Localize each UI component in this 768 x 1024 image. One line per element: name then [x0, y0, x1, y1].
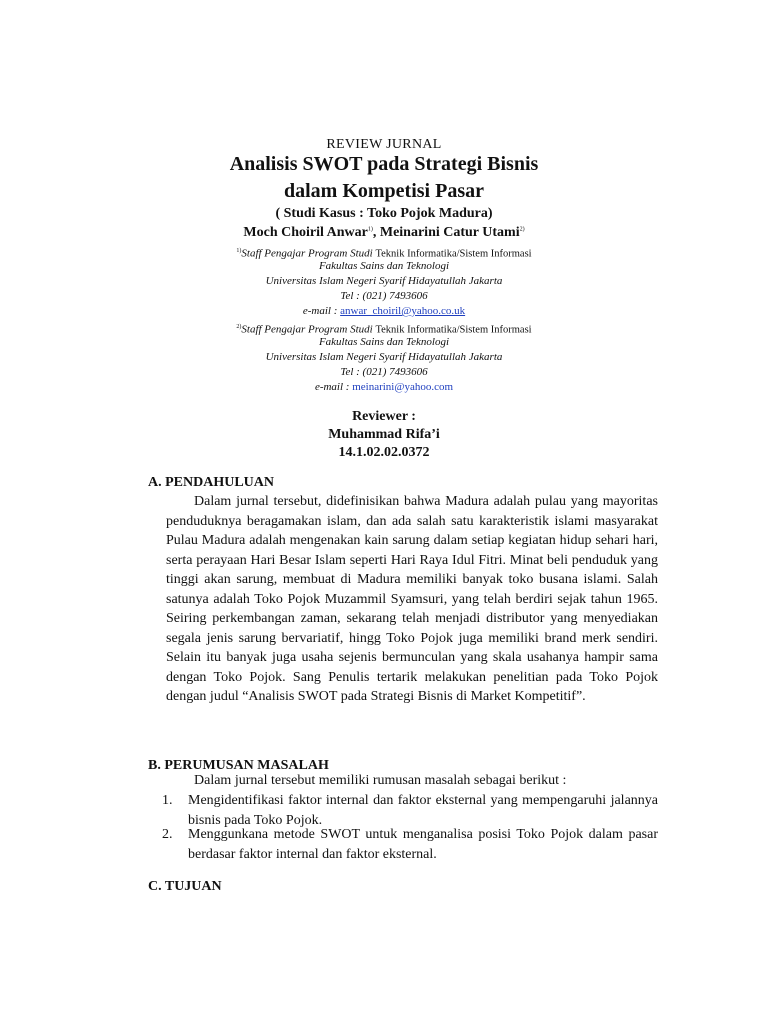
affiliation-1-university-text: Universitas Islam Negeri Syarif Hidayatullah Jakarta [265, 275, 503, 287]
author-1-name: Moch Choiril Anwar [243, 225, 368, 240]
affiliation-1-tel-text: Tel : (021) 7493606 [340, 290, 428, 302]
section-b-heading: B. PERUMUSAN MASALAH [148, 758, 329, 773]
document-title-line2: dalam Kompetisi Pasar [284, 180, 484, 202]
list-item-text: Menggunkana metode SWOT untuk menganalisa posisi Toko Pojok dalam pasar berdasar faktor internal dan faktor eksternal. [188, 827, 658, 862]
affiliation-1-program: Teknik Informatika/Sistem Informasi [375, 248, 532, 260]
affiliation-2-email-line [0, 380, 768, 395]
affiliation-1-university [0, 274, 768, 289]
affiliation-2-tel-text: Tel : (021) 7493606 [340, 366, 428, 378]
author-1-mark: 1) [367, 226, 373, 233]
affiliation-2-university [0, 350, 768, 365]
affiliation-1-faculty-text: Fakultas Sains dan Teknologi [318, 260, 450, 272]
author-2-mark: 2) [519, 226, 525, 233]
affiliation-2-tel [0, 365, 768, 380]
section-a-paragraph: Dalam jurnal tersebut, didefinisikan bahwa Madura adalah pulau yang mayoritas penduduknya beragamakan islam, dan ada salah satu karakteristik islami masyarakat Pulau Madura adalah mengenakan kain sarung dalam setiap kegiatan hidup sehari hari, serta perayaan Hari Besar Islam seperti Hari Raya Idul Fitri. Minat beli penduduk yang tinggi akan sarung, membuat di Madura memiliki banyak toko busana islami. Salah satunya adalah Toko Pojok Muzammil Syamsuri, yang telah berdiri sejak tahun 1965. Seiring perkembangan zaman, sekarang telah menjadi distributor yang menyediakan segala jenis sarung bervariatif, hingg Toko Pojok juga memiliki brand merk sendiri. Selain itu banyak juga usaha sejenis bermunculan yang skala usahanya hampir sama dengan Toko Pojok. Sang Penulis tertarik melakukan penelitian pada Toko Pojok dengan judul “Analisis SWOT pada Strategi Bisnis di Market Kompetitif”. [166, 494, 658, 704]
affiliation-2-university-text: Universitas Islam Negeri Syarif Hidayatullah Jakarta [265, 351, 503, 363]
reviewer-id: 14.1.02.02.0372 [338, 445, 430, 460]
author-2-name: , Meinarini Catur Utami [372, 225, 520, 240]
affiliation-1-faculty [0, 259, 768, 274]
case-study-subtitle: ( Studi Kasus : Toko Pojok Madura) [275, 206, 493, 221]
affiliation-2-program: Teknik Informatika/Sistem Informasi [375, 324, 532, 336]
affiliation-1-email-link[interactable]: anwar_choiril@yahoo.co.uk [340, 305, 466, 317]
list-item-number: 2. [162, 827, 173, 842]
affiliation-2-mark: 2) [236, 324, 242, 330]
affiliation-1-role-text: Staff Pengajar Program Studi [241, 247, 376, 260]
affiliation-1-email-label: e-mail : [302, 305, 341, 317]
section-a-heading: A. PENDAHULUAN [148, 475, 274, 490]
section-b-intro: Dalam jurnal tersebut memiliki rumusan masalah sebagai berikut : [194, 773, 567, 788]
affiliation-1-mark: 1) [236, 248, 242, 254]
list-item-text: Mengidentifikasi faktor internal dan faktor eksternal yang mempengaruhi jalannya bisnis pada Toko Pojok. [188, 793, 658, 828]
affiliation-1-tel [0, 289, 768, 304]
section-c-heading: C. TUJUAN [148, 879, 222, 894]
affiliation-2-faculty-text: Fakultas Sains dan Teknologi [318, 336, 450, 348]
affiliation-2-faculty [0, 335, 768, 350]
reviewer-label: Reviewer : [352, 409, 416, 424]
document-kicker: REVIEW JURNAL [326, 137, 442, 152]
affiliation-1-email-line [0, 304, 768, 319]
affiliation-2-email-label: e-mail : [314, 381, 353, 393]
authors-line [0, 225, 768, 241]
affiliation-2-email-link[interactable]: meinarini@yahoo.com [352, 381, 454, 393]
affiliation-2-role-text: Staff Pengajar Program Studi [241, 323, 376, 336]
document-title-line1: Analisis SWOT pada Strategi Bisnis [229, 153, 539, 175]
list-item-number: 1. [162, 793, 173, 808]
list-item [162, 825, 658, 865]
reviewer-name: Muhammad Rifa’i [328, 427, 440, 442]
